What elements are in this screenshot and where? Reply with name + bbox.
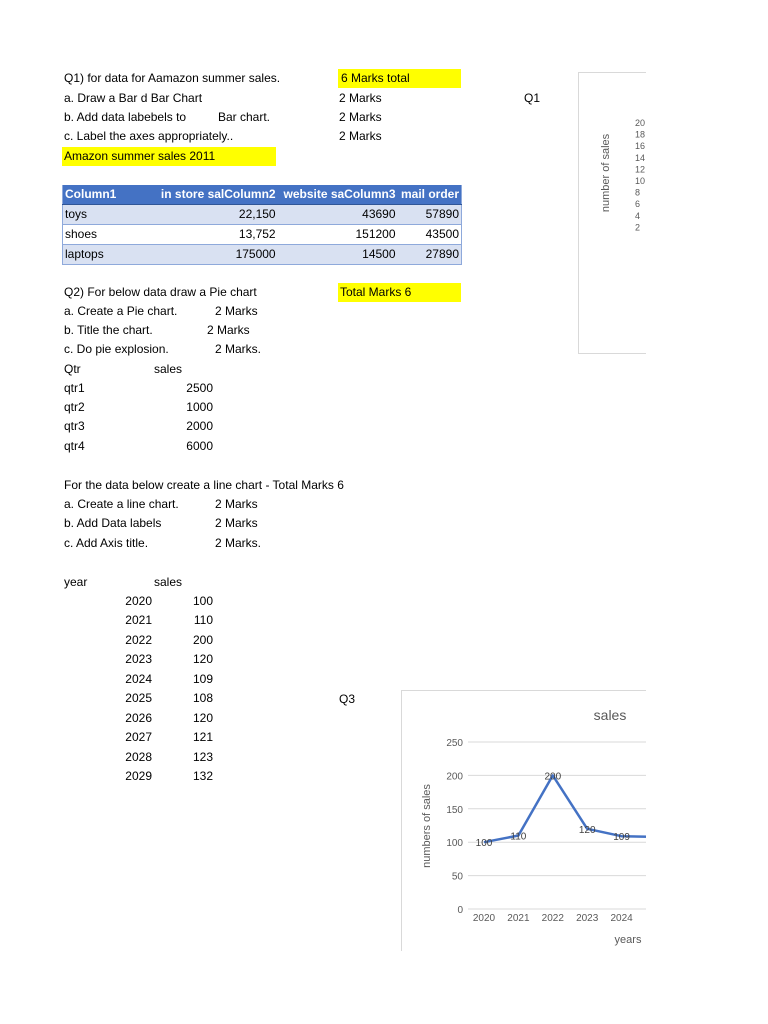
q2-row-label: qtr3 — [64, 419, 85, 433]
line-chart-svg — [402, 691, 672, 951]
table-cell[interactable]: 175000 — [150, 245, 278, 265]
y-tick-label: 12 — [635, 164, 646, 175]
q3-row-year: 2023 — [125, 652, 152, 666]
q3-row-year: 2027 — [125, 730, 152, 744]
table-header-cell[interactable]: Column1 — [63, 185, 150, 205]
q1-item-b-cont: Bar chart. — [218, 110, 271, 124]
y-tick-label: 250 — [446, 738, 463, 749]
x-tick-label: 2021 — [507, 913, 530, 924]
q3-item-a: a. Create a line chart. — [64, 497, 179, 511]
q3-row-sales: 123 — [192, 750, 213, 764]
q2-row-value: 2500 — [186, 381, 213, 395]
q3-row-sales: 200 — [192, 633, 213, 647]
q3-row-sales: 110 — [193, 613, 213, 627]
q3-col-year: year — [64, 575, 88, 589]
q2-row-label: qtr2 — [64, 400, 85, 414]
q1-item-b-marks: 2 Marks — [339, 110, 382, 124]
q3-row-year: 2028 — [125, 750, 152, 764]
q3-item-c: c. Add Axis title. — [64, 536, 149, 550]
q3-row-sales: 132 — [192, 769, 213, 783]
y-tick-label: 6 — [635, 199, 641, 210]
q3-row-sales: 120 — [192, 652, 213, 666]
table-cell[interactable]: 27890 — [398, 245, 462, 265]
table-row — [63, 245, 462, 265]
q2-row-value: 1000 — [186, 400, 213, 414]
y-tick-label: 4 — [635, 210, 641, 221]
table-cell[interactable]: 43500 — [398, 225, 462, 245]
q3-item-c-marks: 2 Marks. — [215, 536, 262, 550]
table-row — [63, 225, 462, 245]
table-cell[interactable]: 57890 — [398, 205, 462, 225]
q1-title: Q1) for data for Aamazon summer sales. — [64, 71, 281, 85]
q1-item-a: a. Draw a Bar d Bar Chart — [64, 91, 203, 105]
table-cell[interactable]: 13,752 — [150, 225, 278, 245]
table-cell[interactable]: shoes — [63, 225, 150, 245]
table-header-cell[interactable]: in store salColumn2 — [150, 185, 278, 205]
q1-marks-total: 6 Marks total — [338, 69, 461, 88]
q2-item-b-marks: 2 Marks — [207, 323, 250, 337]
q3-title: For the data below create a line chart - Total Marks 6 — [64, 478, 344, 492]
q3-row-sales: 108 — [192, 691, 213, 705]
q1-item-c: c. Label the axes appropriately.. — [64, 129, 234, 143]
x-tick-label: 2023 — [576, 913, 599, 924]
table-cell[interactable]: toys — [63, 205, 150, 225]
q2-col-sales: sales — [154, 362, 183, 376]
q3-row-sales: 120 — [192, 711, 213, 725]
q3-row-year: 2022 — [125, 633, 152, 647]
q2-row-label: qtr1 — [64, 381, 85, 395]
chart-title: sales — [593, 707, 627, 723]
data-label: 200 — [544, 771, 562, 783]
q3-row-year: 2026 — [125, 711, 152, 725]
y-tick-label: 10 — [635, 176, 646, 186]
y-axis-label: number of sales — [600, 133, 612, 213]
q2-row-value: 6000 — [186, 439, 213, 453]
table-row — [63, 205, 462, 225]
y-tick-label: 16 — [635, 141, 646, 152]
x-tick-label: 2024 — [610, 913, 633, 924]
table-header-row — [63, 185, 462, 205]
q3-item-b-marks: 2 Marks — [215, 516, 258, 530]
y-tick-label: 20 — [635, 118, 646, 128]
y-tick-label: 8 — [635, 187, 641, 198]
q3-row-year: 2025 — [125, 691, 152, 705]
q2-item-c-marks: 2 Marks. — [215, 342, 262, 356]
table-header-cell[interactable]: mail order — [398, 185, 462, 205]
x-tick-label: 2020 — [472, 913, 496, 924]
x-axis-label: years — [614, 934, 642, 946]
q3-col-sales: sales — [154, 575, 183, 589]
q3-row-sales: 100 — [192, 594, 213, 608]
y-axis-label: numbers of sales — [421, 784, 433, 868]
q3-row-year: 2029 — [125, 769, 152, 783]
q2-item-a-marks: 2 Marks — [215, 304, 258, 318]
q3-row-year: 2020 — [125, 594, 152, 608]
y-tick-label: 150 — [446, 804, 463, 816]
y-tick-label: 2 — [635, 222, 641, 233]
q3-chart-label: Q3 — [339, 692, 356, 706]
data-label: 100 — [475, 838, 493, 850]
data-label: 109 — [613, 832, 630, 844]
y-tick-label: 200 — [446, 771, 463, 783]
y-tick-label: 18 — [635, 129, 646, 140]
q3-row-sales: 121 — [192, 730, 213, 744]
q2-title: Q2) For below data draw a Pie chart — [64, 285, 257, 299]
amazon-sales-table — [62, 185, 462, 265]
q3-row-sales: 109 — [192, 672, 213, 686]
q2-item-b: b. Title the chart. — [64, 323, 153, 337]
table-header-cell[interactable]: website saColumn3 — [278, 185, 398, 205]
table-cell[interactable]: 43690 — [278, 205, 398, 225]
q1-chart-label: Q1 — [524, 91, 541, 105]
table-cell[interactable]: 22,150 — [150, 205, 278, 225]
q2-row-value: 2000 — [186, 419, 213, 433]
q1-subtitle: Amazon summer sales 2011 — [62, 147, 276, 166]
q3-item-b: b. Add Data labels — [64, 516, 162, 530]
page-edge-crop — [646, 0, 768, 1024]
y-tick-label: 14 — [635, 152, 646, 163]
table-cell[interactable]: 14500 — [278, 245, 398, 265]
data-label: 120 — [578, 824, 596, 836]
table-cell[interactable]: laptops — [63, 245, 150, 265]
y-tick-label: 100 — [446, 838, 463, 850]
q1-item-a-marks: 2 Marks — [339, 91, 382, 105]
q3-row-year: 2021 — [125, 613, 152, 627]
q2-item-a: a. Create a Pie chart. — [64, 304, 178, 318]
q1-item-c-marks: 2 Marks — [339, 129, 382, 143]
q2-col-qtr: Qtr — [64, 362, 81, 376]
q2-total: Total Marks 6 — [338, 283, 461, 302]
table-cell[interactable]: 151200 — [278, 225, 398, 245]
y-tick-label: 0 — [457, 905, 463, 916]
q3-item-a-marks: 2 Marks — [215, 497, 258, 511]
y-tick-label: 50 — [451, 871, 463, 883]
q2-row-label: qtr4 — [64, 439, 85, 453]
x-tick-label: 2022 — [541, 913, 564, 924]
q3-row-year: 2024 — [125, 672, 152, 686]
q2-item-c: c. Do pie explosion. — [64, 342, 169, 356]
line-chart-q3[interactable] — [401, 690, 672, 951]
q1-item-b: b. Add data labebels to — [64, 110, 187, 124]
data-label: 110 — [510, 831, 527, 843]
